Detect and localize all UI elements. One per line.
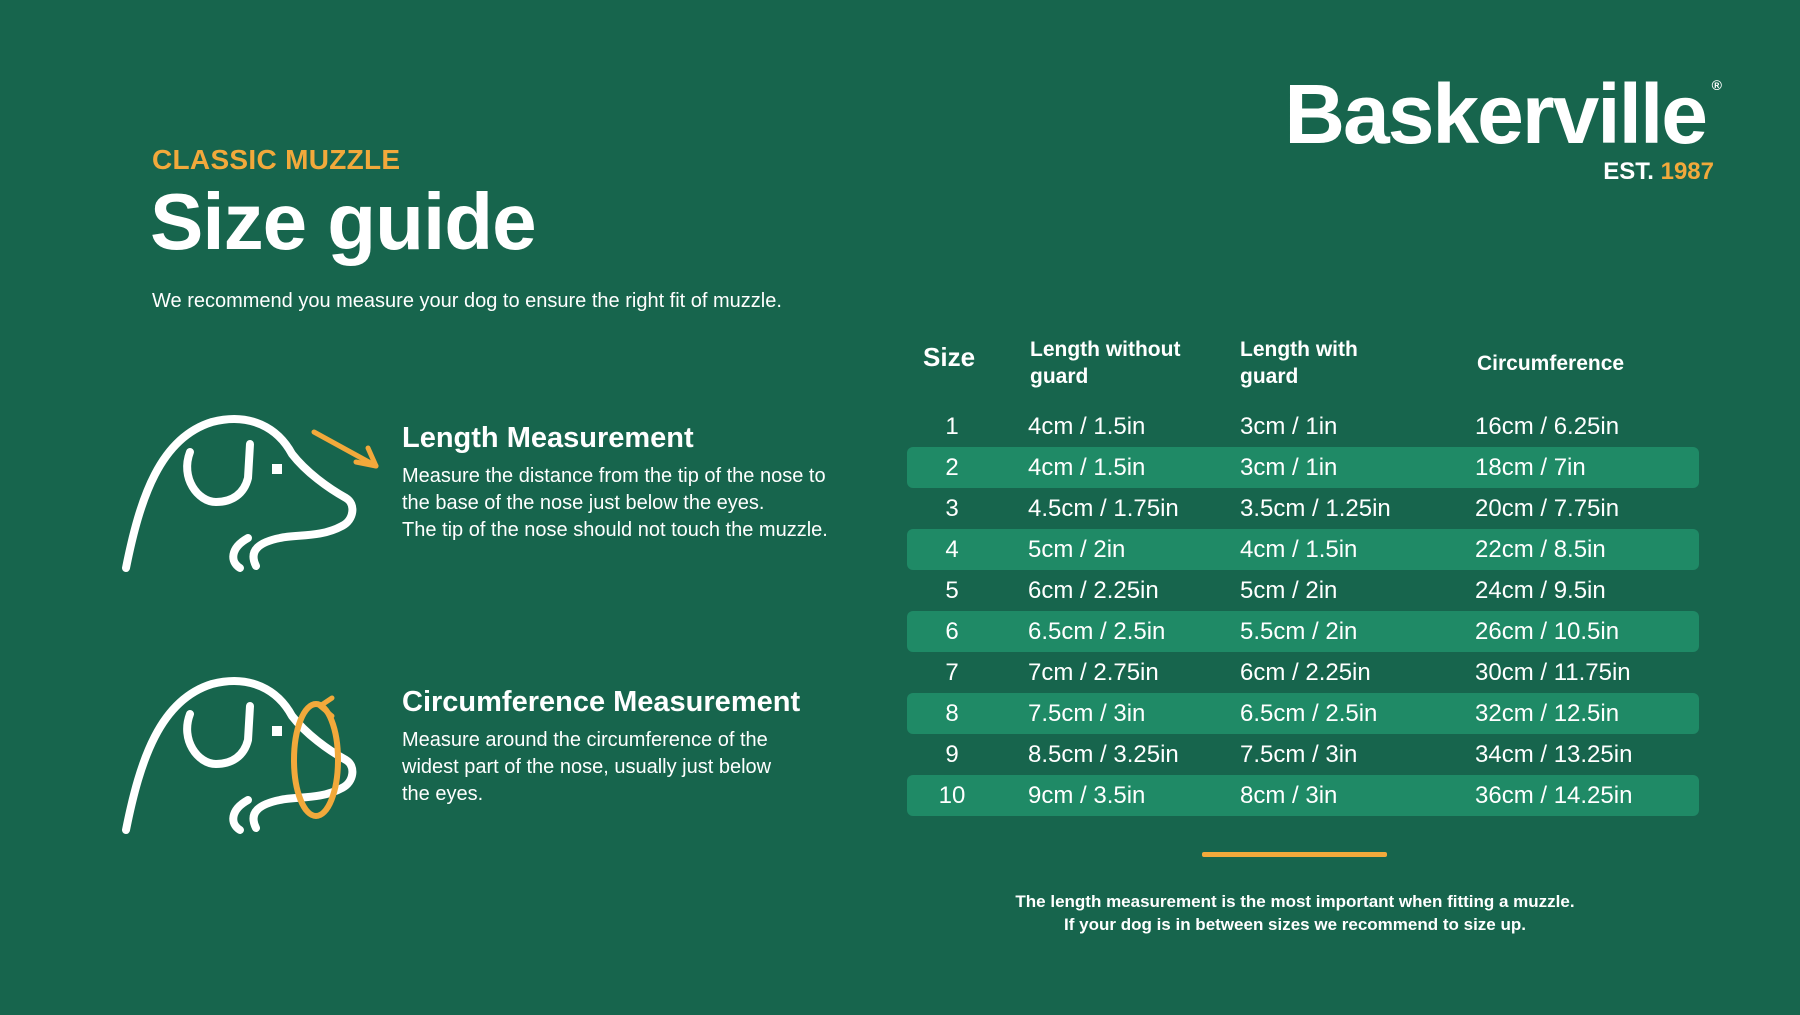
header-length-without-guard: Length without guard [1030, 338, 1181, 388]
circumference-measurement-title: Circumference Measurement [402, 686, 801, 718]
table-row [907, 488, 1699, 529]
cell-length-with: 5.5cm / 2in [1240, 618, 1358, 645]
cell-length-without: 4.5cm / 1.75in [1028, 495, 1179, 522]
brand-name: Baskerville ® [1284, 67, 1720, 161]
brand-established: EST. 1987 [1603, 158, 1714, 185]
cell-length-without: 6.5cm / 2.5in [1028, 618, 1166, 645]
cell-circumference: 20cm / 7.75in [1475, 495, 1620, 522]
cell-length-without: 7cm / 2.75in [1028, 659, 1159, 686]
header-length-with-guard: Length with guard [1240, 338, 1358, 388]
cell-length-with: 6cm / 2.25in [1240, 659, 1371, 686]
cell-length-with: 8cm / 3in [1240, 782, 1338, 809]
cell-length-with: 3.5cm / 1.25in [1240, 495, 1391, 522]
cell-length-with: 3cm / 1in [1240, 454, 1338, 481]
product-eyebrow: CLASSIC MUZZLE [152, 144, 401, 175]
cell-length-without: 8.5cm / 3.25in [1028, 741, 1179, 768]
cell-size: 4 [945, 536, 959, 563]
circumference-measurement-description: Measure around the circumference of the widest part of the nose, usually just below the eyes. [402, 729, 772, 805]
cell-size: 2 [945, 454, 959, 481]
cell-length-without: 5cm / 2in [1028, 536, 1126, 563]
table-row [907, 447, 1699, 488]
table-header [907, 336, 1699, 406]
cell-size: 1 [945, 413, 959, 440]
cell-length-with: 6.5cm / 2.5in [1240, 700, 1378, 727]
table-row [907, 775, 1699, 816]
fitting-note: The length measurement is the most important when fitting a muzzle. If your dog is in between sizes we recommend to size up. [1015, 892, 1575, 934]
cell-circumference: 36cm / 14.25in [1475, 782, 1633, 809]
page-title: Size guide [150, 177, 536, 266]
dog-head-length-icon [120, 398, 390, 578]
cell-size: 10 [938, 782, 966, 809]
cell-circumference: 18cm / 7in [1475, 454, 1586, 481]
length-measurement-section [120, 398, 880, 578]
cell-length-without: 6cm / 2.25in [1028, 577, 1159, 604]
cell-length-without: 7.5cm / 3in [1028, 700, 1146, 727]
cell-size: 9 [945, 741, 959, 768]
cell-length-with: 7.5cm / 3in [1240, 741, 1358, 768]
length-measurement-description: Measure the distance from the tip of the nose to the base of the nose just below the eyes. The tip of the nose should not touch the muzzle. [402, 465, 828, 541]
dog-head-circumference-icon [120, 660, 390, 840]
table-row [907, 406, 1699, 447]
table-row [907, 652, 1699, 693]
intro-text: We recommend you measure your dog to ensure the right fit of muzzle. [152, 290, 782, 312]
brand-logo [1284, 67, 1720, 186]
cell-size: 3 [945, 495, 959, 522]
header-circumference: Circumference [1477, 352, 1625, 375]
header-size: Size [923, 342, 976, 372]
cell-size: 6 [945, 618, 959, 645]
length-measurement-title: Length Measurement [402, 422, 694, 454]
registered-mark: ® [1711, 77, 1720, 93]
cell-circumference: 32cm / 12.5in [1475, 700, 1620, 727]
cell-length-with: 4cm / 1.5in [1240, 536, 1358, 563]
table-row [907, 693, 1699, 734]
cell-size: 5 [945, 577, 959, 604]
table-row [907, 734, 1699, 775]
cell-circumference: 34cm / 13.25in [1475, 741, 1633, 768]
cell-circumference: 26cm / 10.5in [1475, 618, 1620, 645]
cell-length-without: 4cm / 1.5in [1028, 454, 1146, 481]
table-row [907, 611, 1699, 652]
cell-circumference: 22cm / 8.5in [1475, 536, 1606, 563]
cell-circumference: 16cm / 6.25in [1475, 413, 1620, 440]
circumference-measurement-section [120, 660, 880, 840]
cell-size: 8 [945, 700, 959, 727]
size-table [907, 336, 1699, 816]
cell-circumference: 24cm / 9.5in [1475, 577, 1606, 604]
cell-circumference: 30cm / 11.75in [1475, 659, 1631, 686]
cell-length-without: 4cm / 1.5in [1028, 413, 1146, 440]
cell-size: 7 [945, 659, 959, 686]
table-row [907, 529, 1699, 570]
table-row [907, 570, 1699, 611]
cell-length-with: 5cm / 2in [1240, 577, 1338, 604]
cell-length-with: 3cm / 1in [1240, 413, 1338, 440]
accent-divider [1202, 852, 1387, 857]
cell-length-without: 9cm / 3.5in [1028, 782, 1146, 809]
